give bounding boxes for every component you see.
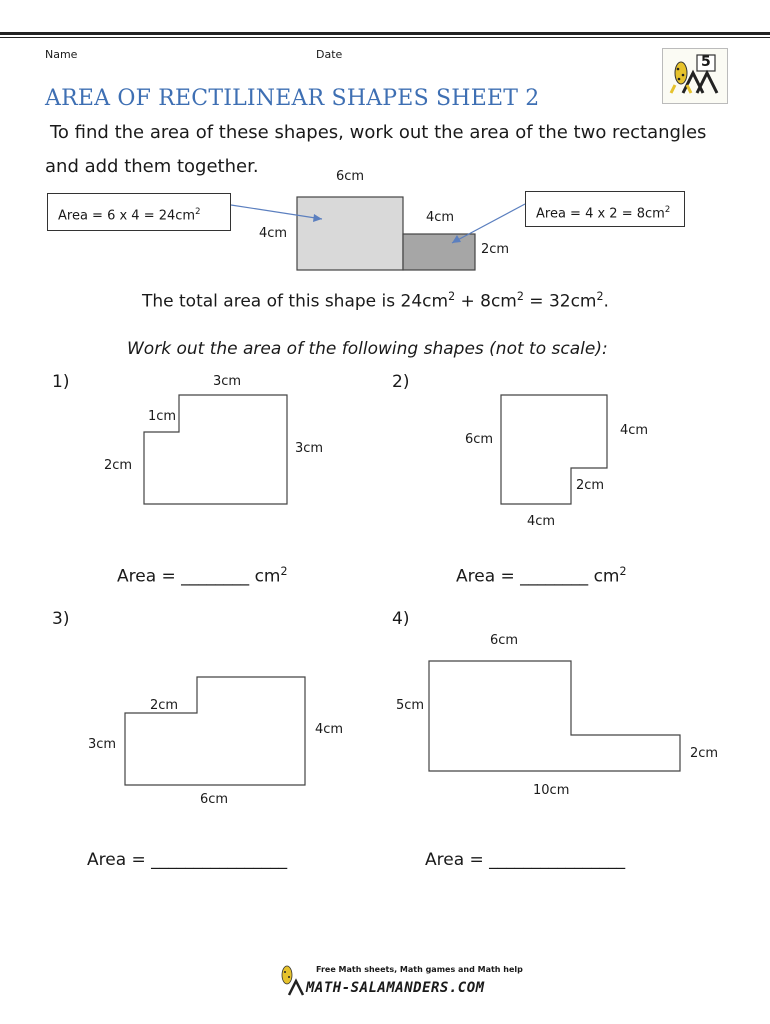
- total-part-a: The total area of this shape is 24cm: [142, 291, 449, 312]
- example-label-left: 4cm: [259, 226, 288, 241]
- question-3-number: 3): [52, 609, 70, 629]
- q3-label-step: 2cm: [150, 698, 179, 713]
- grade-badge: 5: [701, 54, 711, 70]
- total-part-c: = 32cm: [523, 291, 597, 312]
- q1-label-right: 3cm: [295, 441, 324, 456]
- footer-site: MATH-SALAMANDERS.COM: [306, 980, 485, 996]
- intro-line-1: To find the area of these shapes, work out the area of the two rectangles: [50, 122, 707, 143]
- date-label: Date: [316, 48, 343, 61]
- total-part-d: .: [603, 291, 609, 312]
- example-area-right-text: Area = 4 x 2 = 8cm: [536, 206, 665, 222]
- example-label-small: 2cm: [481, 242, 510, 257]
- q4-answer: Area = ________________: [425, 850, 626, 870]
- name-label: Name: [45, 48, 78, 61]
- page-title: AREA OF RECTILINEAR SHAPES SHEET 2: [45, 86, 540, 111]
- intro-line-2: and add them together.: [45, 156, 259, 177]
- total-part-b: + 8cm: [455, 291, 517, 312]
- q1-answer-text: Area = ________ cm: [117, 566, 281, 587]
- q2-answer-text: Area = ________ cm: [456, 566, 620, 587]
- q4-label-bottom: 10cm: [533, 783, 570, 798]
- example-area-right-sup: 2: [664, 204, 671, 214]
- total-sup-2: 2: [516, 290, 524, 303]
- q1-label-top: 3cm: [213, 374, 242, 389]
- q4-label-top: 6cm: [490, 633, 519, 648]
- q3-answer: Area = ________________: [87, 850, 288, 870]
- q1-label-left: 2cm: [104, 458, 133, 473]
- example-area-left-text: Area = 6 x 4 = 24cm: [58, 208, 196, 224]
- example-area-left-sup: 2: [195, 206, 201, 216]
- q3-label-right: 4cm: [315, 722, 344, 737]
- question-4-number: 4): [392, 609, 410, 629]
- example-label-step: 4cm: [426, 210, 455, 225]
- example-label-top: 6cm: [336, 169, 365, 184]
- footer-logo-icon: [277, 963, 307, 997]
- q2-label-bottom: 4cm: [527, 514, 556, 529]
- total-sup-3: 2: [596, 290, 604, 303]
- instruction: Work out the area of the following shapes (not to scale):: [127, 339, 608, 359]
- q3-label-left: 3cm: [88, 737, 117, 752]
- q2-answer-sup: 2: [619, 565, 627, 578]
- footer-tagline: Free Math sheets, Math games and Math help: [316, 965, 523, 974]
- question-2-number: 2): [392, 372, 410, 392]
- q1-label-step: 1cm: [148, 409, 177, 424]
- q2-label-right: 4cm: [620, 423, 649, 438]
- total-sup-1: 2: [448, 290, 456, 303]
- q4-label-left: 5cm: [396, 698, 425, 713]
- q2-label-left: 6cm: [465, 432, 494, 447]
- q2-label-step: 2cm: [576, 478, 605, 493]
- question-1-number: 1): [52, 372, 70, 392]
- q1-answer-sup: 2: [280, 565, 288, 578]
- q4-label-right: 2cm: [690, 746, 719, 761]
- q3-label-bottom: 6cm: [200, 792, 229, 807]
